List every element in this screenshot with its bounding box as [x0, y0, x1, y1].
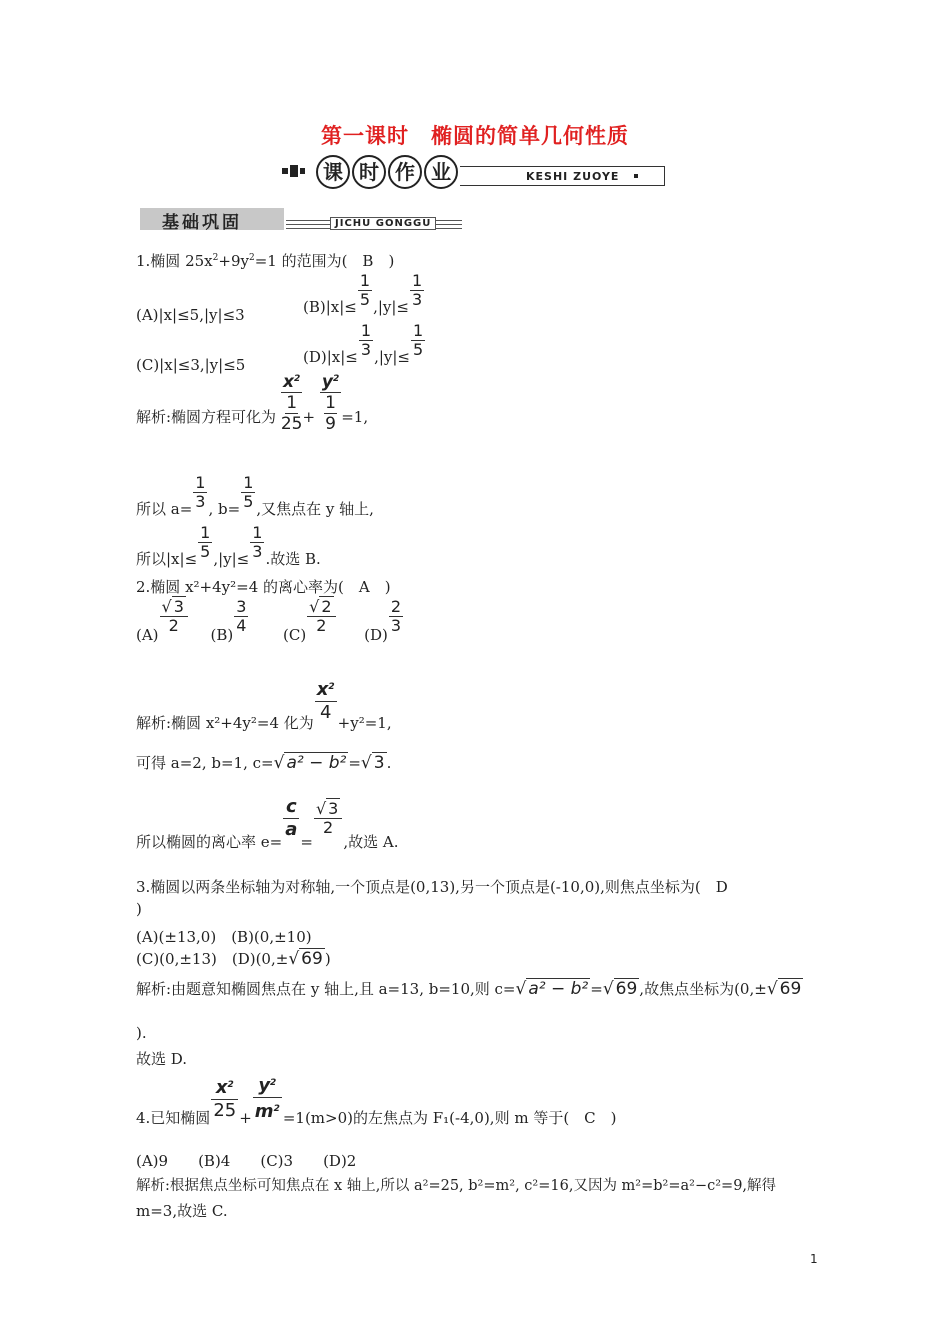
banner-dot-icon: [634, 174, 638, 178]
section-header: [140, 208, 460, 232]
section-label: 基础巩固: [162, 213, 242, 233]
banner-decoration-icon: [282, 165, 306, 179]
q2-solution-line-1: 解析:椭圆 x²+4y²=4 化为 $\frac{x^2}{4}$ +y²=1,: [136, 676, 392, 724]
q3-options-ab: (A)(±13,0) (B)(0,±10): [136, 928, 312, 946]
q1-solution-line-2: 所以 a= $\frac{1}{3}$ , b= $\frac{1}{5}$ ,又焦点在 y 轴上,: [136, 473, 374, 518]
q1-option-d: (D)|x|≤ $\frac{1}{3}$ ,|y|≤ $\frac{1}{5}$: [303, 321, 424, 366]
q2-options: (A) $\frac{√ 3}{2}$ (B) $\frac{3}{4}$ (C) $\frac{√ 2}{2}$ (D) $\frac{2}{3}$: [136, 597, 402, 644]
q3-solution-line-3: 故选 D.: [136, 1050, 188, 1068]
banner-char: 作: [388, 155, 422, 189]
q2-solution-line-3: 所以椭圆的离心率 e= $\frac{c}{a}$ = $\frac{√ 3}{2}$ ,故选 A.: [136, 796, 399, 851]
question-4-stem: 4.已知椭圆 $\frac{x^2}{25}$ + $\frac{y^2}{m^2}$ =1(m>0)的左焦点为 F₁(-4,0),则 m 等于( C ): [136, 1072, 617, 1123]
q2-solution-line-2: 可得 a=2, b=1, c=√ a² − b² =√ 3 .: [136, 753, 392, 773]
q4-solution-line-1: 解析:根据焦点坐标可知焦点在 x 轴上,所以 a²=25, b²=m², c²=16,又因为 m²=b²=a²−c²=9,解得: [136, 1178, 777, 1194]
q3-solution-line-2: ).: [136, 1024, 147, 1042]
q4-options: (A)9 (B)4 (C)3 (D)2: [136, 1152, 357, 1170]
q1-option-a: (A)|x|≤5,|y|≤3: [136, 306, 245, 324]
q3-options-cd: (C)(0,±13) (D)(0,±√ 69 ): [136, 949, 331, 969]
banner-rule: [460, 166, 664, 167]
page-number: 1: [810, 1252, 818, 1266]
question-3-stem-line-2: ): [136, 900, 142, 918]
section-pinyin: JICHU GONGGU: [330, 217, 436, 230]
q1-option-b: (B)|x|≤ $\frac{1}{5}$ ,|y|≤ $\frac{1}{3}$: [303, 271, 423, 316]
page-title: 第一课时 椭圆的简单几何性质: [321, 124, 629, 148]
banner-char: 时: [352, 155, 386, 189]
banner-title: [316, 155, 460, 189]
question-1-stem: 1.椭圆 $25x^2+9y^2=1$ 的范围为( B ): [136, 252, 395, 270]
banner-pinyin: KESHI ZUOYE: [526, 170, 620, 183]
question-3-stem-line-1: 3.椭圆以两条坐标轴为对称轴,一个顶点是(0,13),另一个顶点是(-10,0),则焦点坐标为( D: [136, 878, 728, 896]
banner-char: 课: [316, 155, 350, 189]
question-2-stem: 2.椭圆 x²+4y²=4 的离心率为( A ): [136, 578, 391, 596]
banner-rule-end: [664, 166, 665, 186]
q1-option-c: (C)|x|≤3,|y|≤5: [136, 356, 246, 374]
q3-solution-line-1: 解析:由题意知椭圆焦点在 y 轴上,且 a=13, b=10,则 c=√ a² − b² =√ 69 ,故焦点坐标为(0,±√ 69: [136, 979, 802, 999]
banner-rule-lower: [460, 185, 664, 186]
banner-char: 业: [424, 155, 458, 189]
q1-solution-line-3: 所以|x|≤ $\frac{1}{5}$ ,|y|≤ $\frac{1}{3}$ .故选 B.: [136, 523, 321, 568]
q4-solution-line-2: m=3,故选 C.: [136, 1202, 228, 1220]
banner: [282, 155, 666, 189]
q1-solution-line-1: 解析:椭圆方程可化为 $x^2$ 1 25 + $y^2$ 1 9 =1,: [136, 372, 369, 434]
